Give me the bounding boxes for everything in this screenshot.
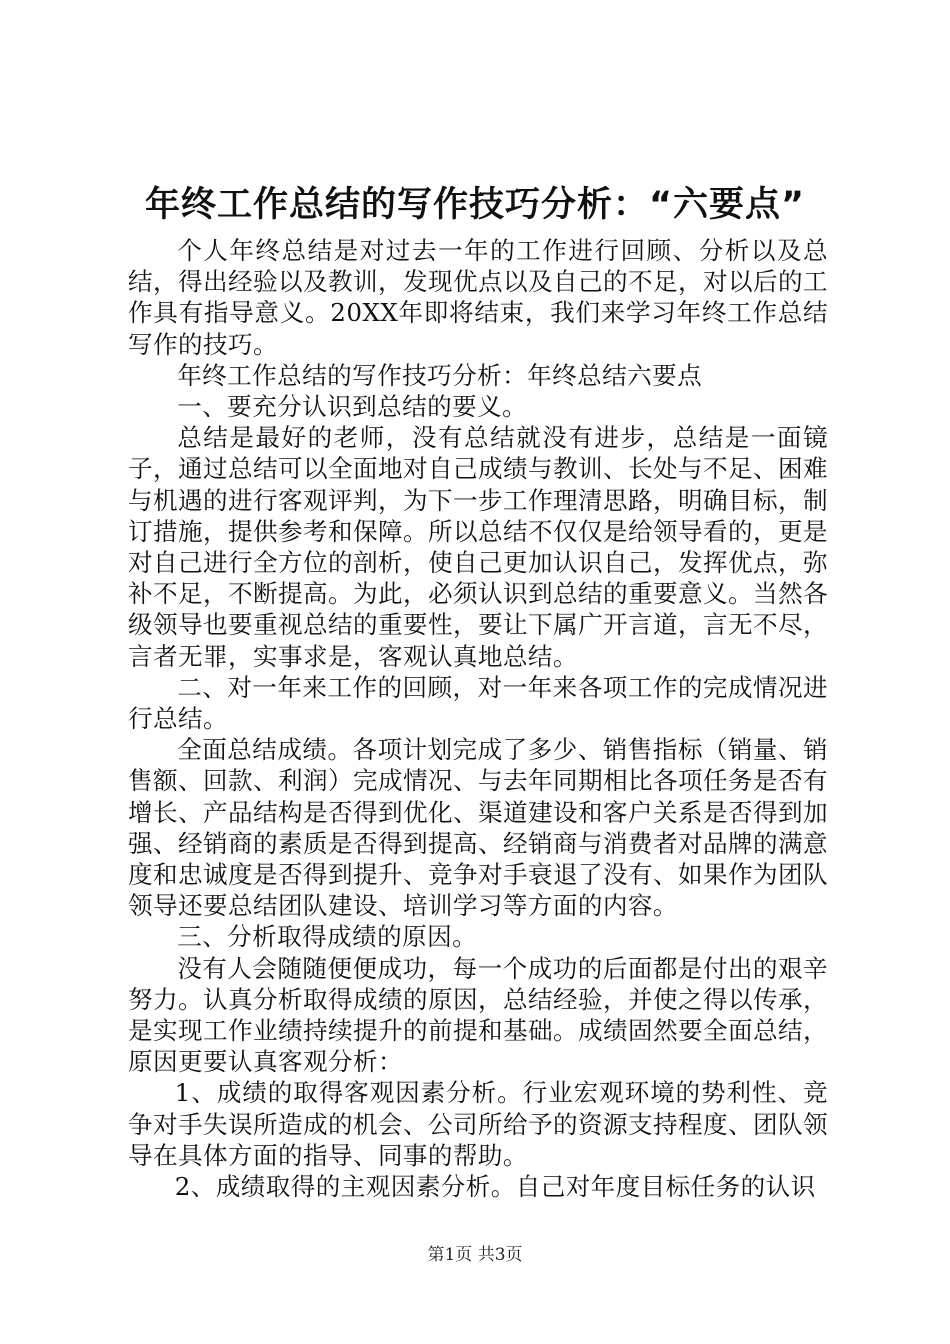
section-heading-3: 三、分析取得成绩的原因。 [177, 922, 478, 952]
section-heading-2: 二、对一年来工作的回顾，对一年来各项工作的完成情况进行总结。 [128, 672, 828, 734]
paragraph-intro: 个人年终总结是对过去一年的工作进行回顾、分析以及总结，得出经验以及教训，发现优点以及自己的不足，对以后的工作具有指导意义。20XX年即将结束，我们来学习年终工作总结写作的技巧。 [128, 236, 828, 359]
document-title: 年终工作总结的写作技巧分析：“六要点” [144, 185, 805, 226]
section-heading-1: 一、要充分认识到总结的要义。 [177, 392, 528, 422]
numbered-item-1: 1、成绩的取得客观因素分析。行业宏观环境的势利性、竞争对手失误所造成的机会、公司所给予的资源支持程度、团队领导在具体方面的指导、同事的帮助。 [128, 1078, 828, 1170]
numbered-item-2: 2、成绩取得的主观因素分析。自己对年度目标任务的认识 [174, 1172, 816, 1202]
paragraph-section-1: 总结是最好的老师，没有总结就没有进步，总结是一面镜子，通过总结可以全面地对自己成绩与教训、长处与不足、困难与机遇的进行客观评判，为下一步工作理清思路，明确目标，制订措施，提供参考和保障。所以总结不仅仅是给领导看的，更是对自己进行全方位的剖析，使自己更加认识自己，发挥优点，弥补不足，不断提高。为此，必须认识到总结的重要意义。当然各级领导也要重视总结的重要性，要让下属广开言道，言无不尽，言者无罪，实事求是，客观认真地总结。 [128, 423, 828, 671]
page-footer: 第1页 共3页 [427, 1245, 523, 1265]
paragraph-section-3: 没有人会随随便便成功，每一个成功的后面都是付出的艰辛努力。认真分析取得成绩的原因，总结经验，并使之得以传承，是实现工作业绩持续提升的前提和基础。成绩固然要全面总结，原因更要认真客观分析： [128, 953, 828, 1077]
paragraph-section-2: 全面总结成绩。各项计划完成了多少、销售指标（销量、销售额、回款、利润）完成情况、与去年同期相比各项任务是否有增长、产品结构是否得到优化、渠道建设和客户关系是否得到加强、经销商的素质是否得到提高、经销商与消费者对品牌的满意度和忠诚度是否得到提升、竞争对手衰退了没有、如果作为团队领导还要总结团队建设、培训学习等方面的内容。 [128, 735, 828, 921]
paragraph-subtitle: 年终工作总结的写作技巧分析：年终总结六要点 [177, 360, 703, 390]
document-body [128, 235, 828, 1202]
